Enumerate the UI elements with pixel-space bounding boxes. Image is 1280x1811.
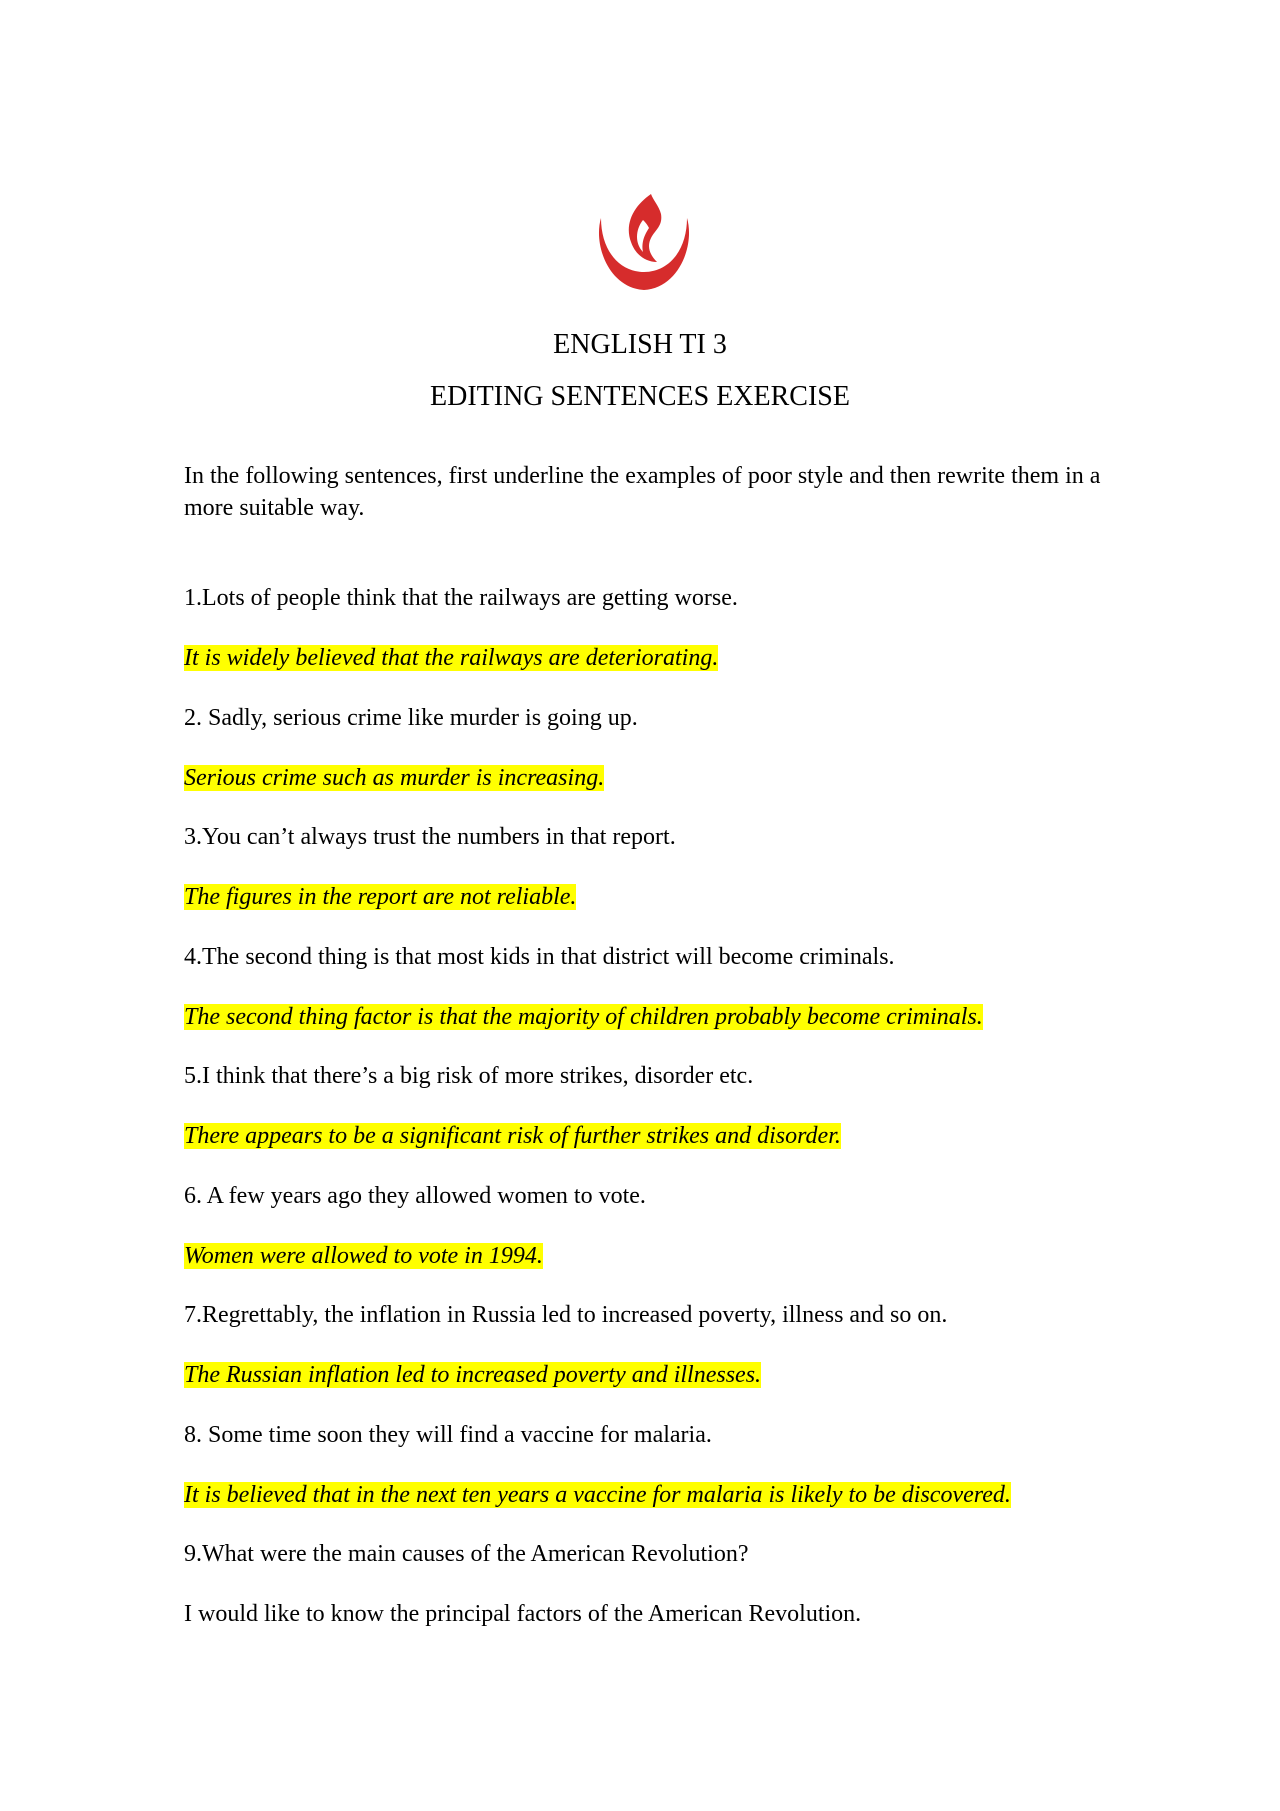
answer-2-text: Serious crime such as murder is increasing. [184,765,605,791]
answer-7-text: The Russian inflation led to increased poverty and illnesses. [184,1362,762,1388]
question-5: 5.I think that there’s a big risk of more strikes, disorder etc. [184,1063,754,1089]
answer-1 [184,642,718,674]
answer-9-text: I would like to know the principal factors of the American Revolution. [184,1601,862,1627]
question-2: 2. Sadly, serious crime like murder is going up. [184,705,638,731]
answer-5-text: There appears to be a significant risk of further strikes and disorder. [184,1123,841,1149]
question-3: 3.You can’t always trust the numbers in that report. [184,824,676,850]
answer-8-text: It is believed that in the next ten years a vaccine for malaria is likely to be discovered. [184,1482,1011,1508]
answer-4-text: The second thing factor is that the majority of children probably become criminals. [184,1004,983,1030]
answer-8 [184,1479,1011,1511]
document-title: ENGLISH TI 3 [553,329,727,360]
instructions-paragraph: In the following sentences, first underline the examples of poor style and then rewrite them in a more suitable way. [184,463,1101,521]
answer-7 [184,1359,761,1391]
answer-3-text: The figures in the report are not reliable. [184,884,577,910]
question-6: 6. A few years ago they allowed women to vote. [184,1183,646,1209]
answer-1-text: It is widely believed that the railways are deteriorating. [184,645,719,671]
answer-4 [184,1001,983,1033]
answer-2 [184,762,604,794]
question-1: 1.Lots of people think that the railways are getting worse. [184,585,738,611]
answer-3 [184,881,576,913]
question-7: 7.Regrettably, the inflation in Russia led to increased poverty, illness and so on. [184,1302,948,1328]
answer-9 [184,1598,861,1630]
answer-6-text: Women were allowed to vote in 1994. [184,1243,543,1269]
question-4: 4.The second thing is that most kids in that district will become criminals. [184,944,895,970]
answer-5 [184,1120,841,1152]
answer-6 [184,1240,543,1272]
university-logo-icon [591,190,697,296]
question-8: 8. Some time soon they will find a vaccine for malaria. [184,1422,712,1448]
document-subtitle: EDITING SENTENCES EXERCISE [430,381,850,412]
question-9: 9.What were the main causes of the American Revolution? [184,1541,749,1567]
